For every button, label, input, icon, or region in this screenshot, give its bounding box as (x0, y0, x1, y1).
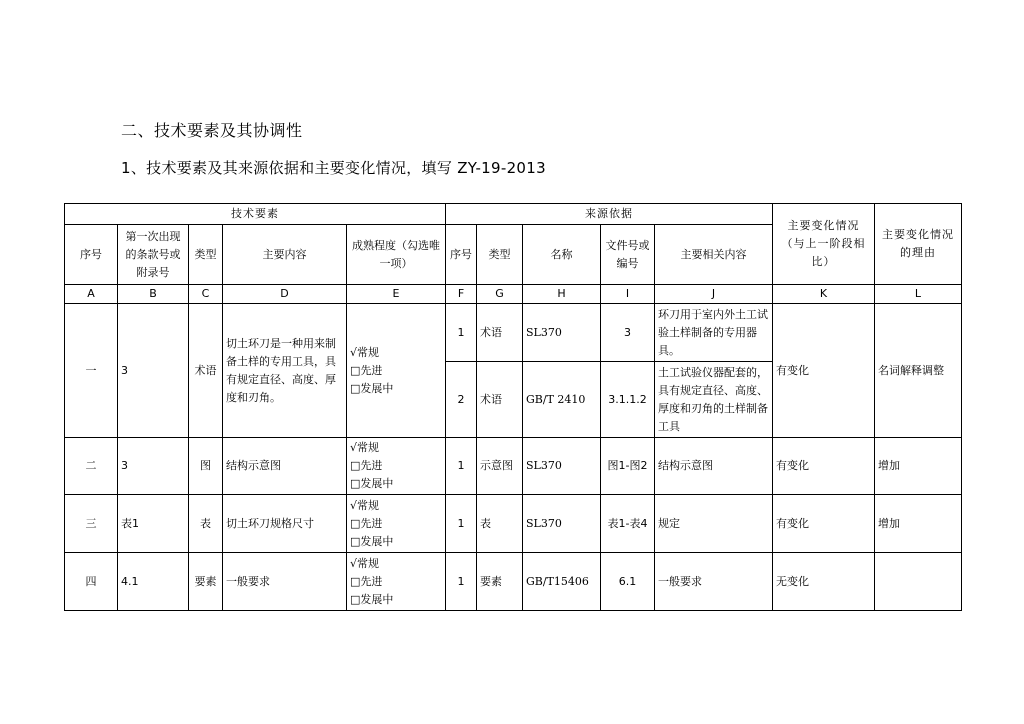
row-serial: 三 (65, 495, 118, 553)
technical-elements-table (64, 203, 962, 611)
change-status: 有变化 (773, 495, 875, 553)
source-name: GB/T15406 (523, 553, 601, 611)
row-clause: 3 (118, 438, 189, 495)
row-serial: 一 (65, 304, 118, 438)
header-source-name: 名称 (523, 225, 601, 285)
maturity-option-advanced[interactable]: □先进 (350, 574, 383, 588)
source-serial: 1 (446, 438, 477, 495)
source-related-content: 土工试验仪器配套的，具有规定直径、高度、厚度和刃角的土样制备工具 (655, 362, 773, 438)
row-content: 切土环刀规格尺寸 (223, 495, 347, 553)
source-name: SL370 (523, 495, 601, 553)
col-letter: E (347, 285, 446, 304)
maturity-option-developing[interactable]: □发展中 (350, 534, 394, 548)
change-status: 有变化 (773, 304, 875, 438)
col-letter: B (118, 285, 189, 304)
source-doc-number: 3.1.1.2 (601, 362, 655, 438)
table-row (65, 438, 962, 495)
group-header-source: 来源依据 (446, 204, 773, 225)
maturity-options (347, 438, 446, 495)
maturity-options (347, 495, 446, 553)
row-content: 结构示意图 (223, 438, 347, 495)
col-letter: L (875, 285, 962, 304)
col-letter: H (523, 285, 601, 304)
source-name: SL370 (523, 304, 601, 362)
header-change: 主要变化情况（与上一阶段相比） (773, 204, 875, 285)
source-serial: 1 (446, 553, 477, 611)
header-main-content: 主要内容 (223, 225, 347, 285)
source-related-content: 结构示意图 (655, 438, 773, 495)
change-reason: 增加 (875, 438, 962, 495)
col-letter: A (65, 285, 118, 304)
row-type: 图 (189, 438, 223, 495)
row-type: 表 (189, 495, 223, 553)
source-doc-number: 3 (601, 304, 655, 362)
subsection-heading: 1、技术要素及其来源依据和主要变化情况，填写 ZY-19-2013 (121, 159, 546, 177)
maturity-option-advanced[interactable]: □先进 (350, 459, 383, 472)
source-name: SL370 (523, 438, 601, 495)
source-type: 术语 (477, 362, 523, 438)
change-reason: 增加 (875, 495, 962, 553)
source-type: 示意图 (477, 438, 523, 495)
maturity-option-regular[interactable]: √常规 (350, 441, 380, 454)
row-clause: 3 (118, 304, 189, 438)
source-serial: 1 (446, 495, 477, 553)
col-letter: J (655, 285, 773, 304)
row-clause: 表1 (118, 495, 189, 553)
col-letter: F (446, 285, 477, 304)
maturity-option-regular[interactable]: √常规 (350, 556, 380, 570)
source-doc-number: 6.1 (601, 553, 655, 611)
source-related-content: 一般要求 (655, 553, 773, 611)
source-name: GB/T 2410 (523, 362, 601, 438)
source-doc-number: 图1-图2 (601, 438, 655, 495)
col-letter: D (223, 285, 347, 304)
header-serial: 序号 (65, 225, 118, 285)
row-serial: 四 (65, 553, 118, 611)
row-type: 术语 (189, 304, 223, 438)
header-doc-number: 文件号或编号 (601, 225, 655, 285)
maturity-option-developing[interactable]: □发展中 (350, 477, 394, 490)
row-type: 要素 (189, 553, 223, 611)
maturity-option-advanced[interactable]: □先进 (350, 516, 383, 530)
col-letter: K (773, 285, 875, 304)
col-letter: I (601, 285, 655, 304)
maturity-option-developing[interactable]: □发展中 (350, 381, 394, 395)
header-source-type: 类型 (477, 225, 523, 285)
source-related-content: 规定 (655, 495, 773, 553)
maturity-options (347, 304, 446, 438)
table-row (65, 553, 962, 611)
row-content: 切土环刀是一种用来制备土样的专用工具，具有规定直径、高度、厚度和刃角。 (223, 304, 347, 438)
change-reason: 名词解释调整 (875, 304, 962, 438)
maturity-option-regular[interactable]: √常规 (350, 498, 380, 512)
row-content: 一般要求 (223, 553, 347, 611)
source-type: 术语 (477, 304, 523, 362)
maturity-option-regular[interactable]: √常规 (350, 345, 380, 359)
col-letter: G (477, 285, 523, 304)
section-heading: 二、技术要素及其协调性 (121, 121, 303, 140)
source-doc-number: 表1-表4 (601, 495, 655, 553)
table-row (65, 304, 962, 362)
column-letter-row (65, 285, 962, 304)
maturity-options (347, 553, 446, 611)
change-status: 有变化 (773, 438, 875, 495)
change-reason (875, 553, 962, 611)
row-serial: 二 (65, 438, 118, 495)
table-row (65, 495, 962, 553)
source-serial: 1 (446, 304, 477, 362)
header-reason: 主要变化情况的理由 (875, 204, 962, 285)
header-source-serial: 序号 (446, 225, 477, 285)
maturity-option-developing[interactable]: □发展中 (350, 592, 394, 606)
header-related-content: 主要相关内容 (655, 225, 773, 285)
row-clause: 4.1 (118, 553, 189, 611)
header-type: 类型 (189, 225, 223, 285)
header-first-clause: 第一次出现的条款号或附录号 (118, 225, 189, 285)
source-related-content: 环刀用于室内外土工试验土样制备的专用器具。 (655, 304, 773, 362)
source-serial: 2 (446, 362, 477, 438)
maturity-option-advanced[interactable]: □先进 (350, 363, 383, 377)
source-type: 要素 (477, 553, 523, 611)
source-type: 表 (477, 495, 523, 553)
change-status: 无变化 (773, 553, 875, 611)
header-maturity: 成熟程度（勾选唯一项） (347, 225, 446, 285)
col-letter: C (189, 285, 223, 304)
group-header-tech: 技术要素 (65, 204, 446, 225)
